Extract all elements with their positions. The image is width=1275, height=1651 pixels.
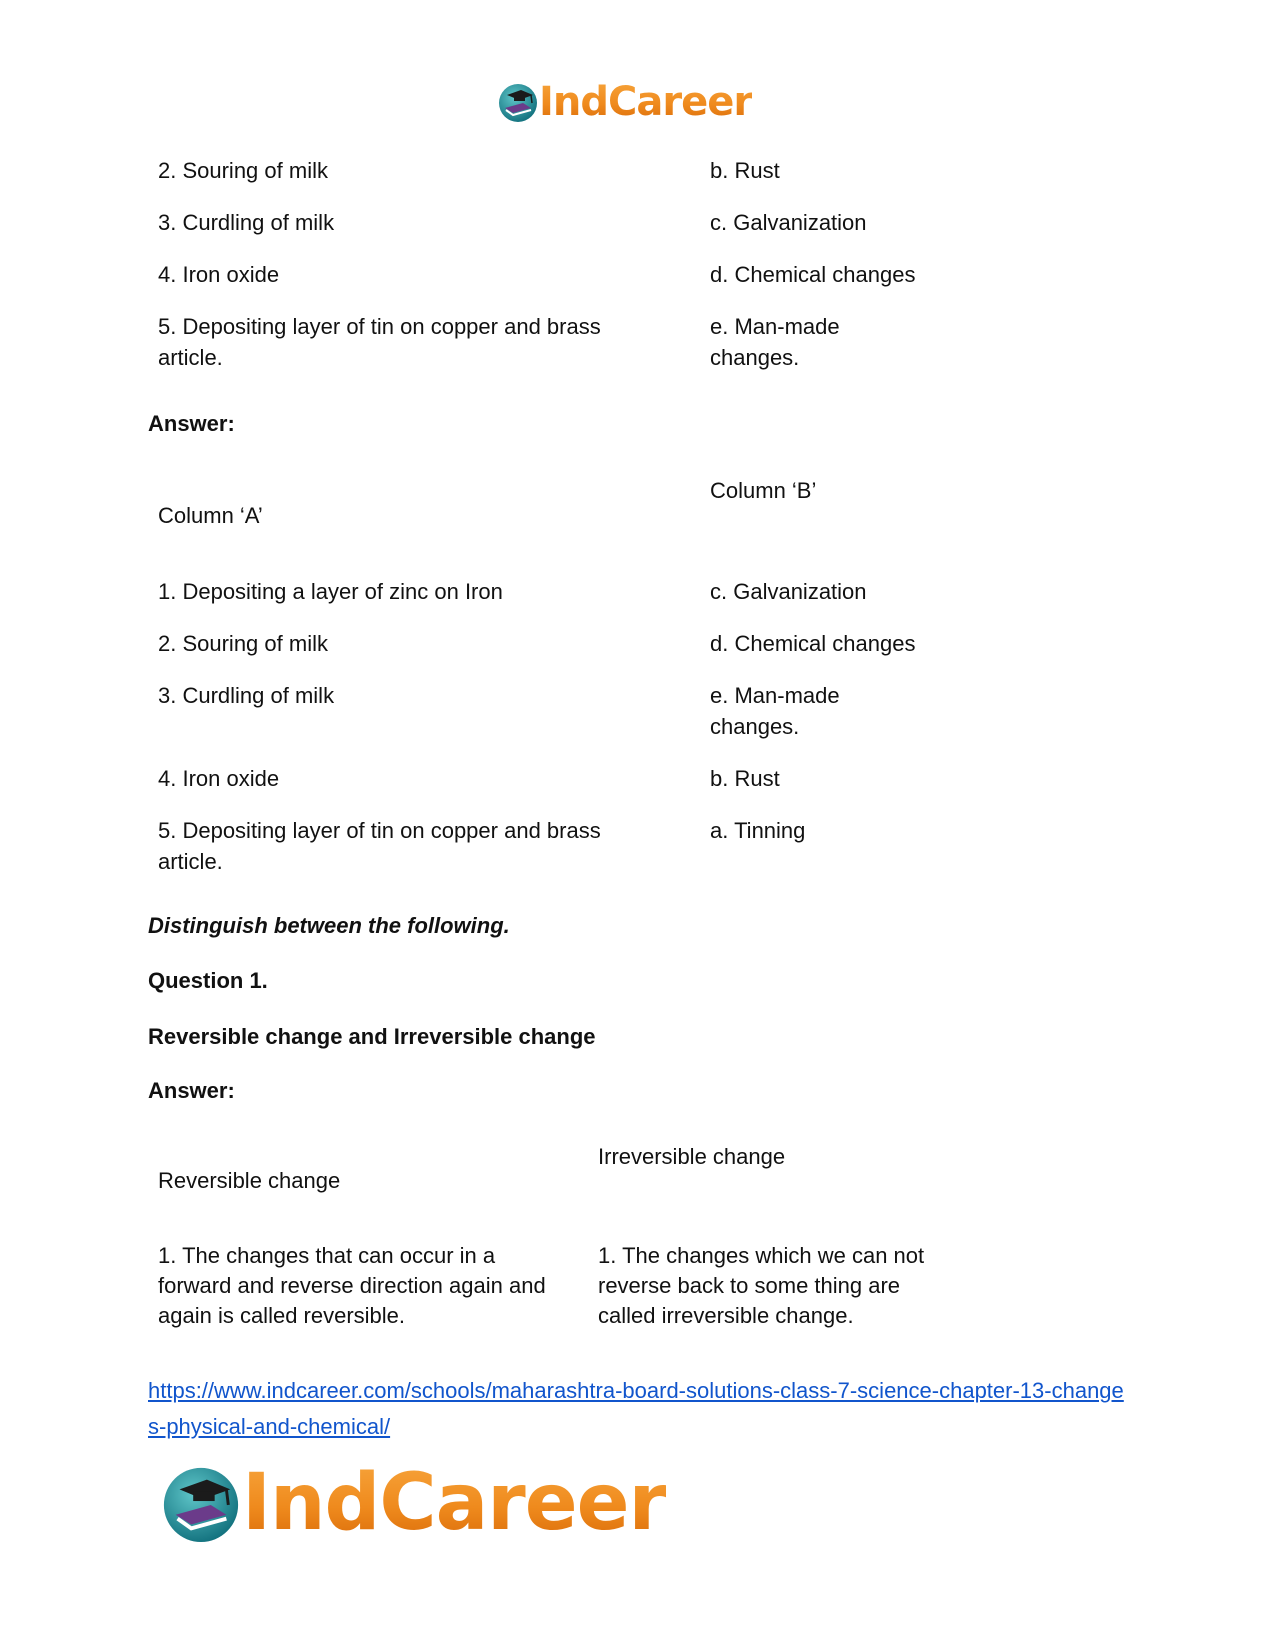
answer-row-5-a: 5. Depositing layer of tin on copper and brass xyxy=(158,818,601,843)
answer-row-3-b-cont: changes. xyxy=(710,714,800,739)
reversible-def-line2: forward and reverse direction again and xyxy=(158,1273,546,1298)
answer-row-2-a: 2. Souring of milk xyxy=(158,631,328,656)
brand-name-footer: IndCareer xyxy=(242,1458,666,1548)
reversible-header: Reversible change xyxy=(158,1168,341,1193)
header-logo xyxy=(497,78,752,126)
answer-row-5-b: a. Tinning xyxy=(710,818,806,843)
question-text: Reversible change and Irreversible change xyxy=(148,1024,596,1049)
footer-logo xyxy=(160,1458,666,1548)
reversible-def-line3: again is called reversible. xyxy=(158,1303,406,1328)
question-label: Question 1. xyxy=(148,968,268,993)
graduation-globe-icon xyxy=(160,1462,242,1544)
answer-row-5-a-cont: article. xyxy=(158,849,223,874)
match-row-2-b: b. Rust xyxy=(710,158,780,183)
irreversible-def-line3: called irreversible change. xyxy=(598,1303,854,1328)
match-row-5-a: 5. Depositing layer of tin on copper and brass xyxy=(158,314,601,339)
match-row-5-b-cont: changes. xyxy=(710,345,800,370)
column-b-header: Column ‘B’ xyxy=(710,478,817,503)
answer-row-1-b: c. Galvanization xyxy=(710,579,867,604)
match-row-4-a: 4. Iron oxide xyxy=(158,262,280,287)
match-row-5-a-cont: article. xyxy=(158,345,223,370)
graduation-globe-icon xyxy=(497,81,539,123)
answer-row-4-a: 4. Iron oxide xyxy=(158,766,280,791)
section-heading: Distinguish between the following. xyxy=(148,913,510,938)
answer-label: Answer: xyxy=(148,411,235,436)
brand-name: IndCareer xyxy=(539,79,753,125)
answer-row-3-b: e. Man-made xyxy=(710,683,840,708)
source-link[interactable]: https://www.indcareer.com/schools/maharashtra-board-solutions-class-7-science-chapter-13-changes-physical-and-chemical/ xyxy=(148,1378,1124,1439)
answer-row-3-a: 3. Curdling of milk xyxy=(158,683,335,708)
match-row-3-a: 3. Curdling of milk xyxy=(158,210,335,235)
column-a-header: Column ‘A’ xyxy=(158,503,263,528)
answer-row-2-b: d. Chemical changes xyxy=(710,631,916,656)
answer-row-1-a: 1. Depositing a layer of zinc on Iron xyxy=(158,579,503,604)
irreversible-def-line2: reverse back to some thing are xyxy=(598,1273,901,1298)
reversible-def-line1: 1. The changes that can occur in a xyxy=(158,1243,496,1268)
match-row-5-b: e. Man-made xyxy=(710,314,840,339)
match-row-4-b: d. Chemical changes xyxy=(710,262,916,287)
irreversible-header: Irreversible change xyxy=(598,1144,786,1169)
irreversible-def-line1: 1. The changes which we can not xyxy=(598,1243,925,1268)
match-row-3-b: c. Galvanization xyxy=(710,210,867,235)
match-row-2-a: 2. Souring of milk xyxy=(158,158,328,183)
answer-row-4-b: b. Rust xyxy=(710,766,780,791)
answer-label-2: Answer: xyxy=(148,1078,235,1103)
